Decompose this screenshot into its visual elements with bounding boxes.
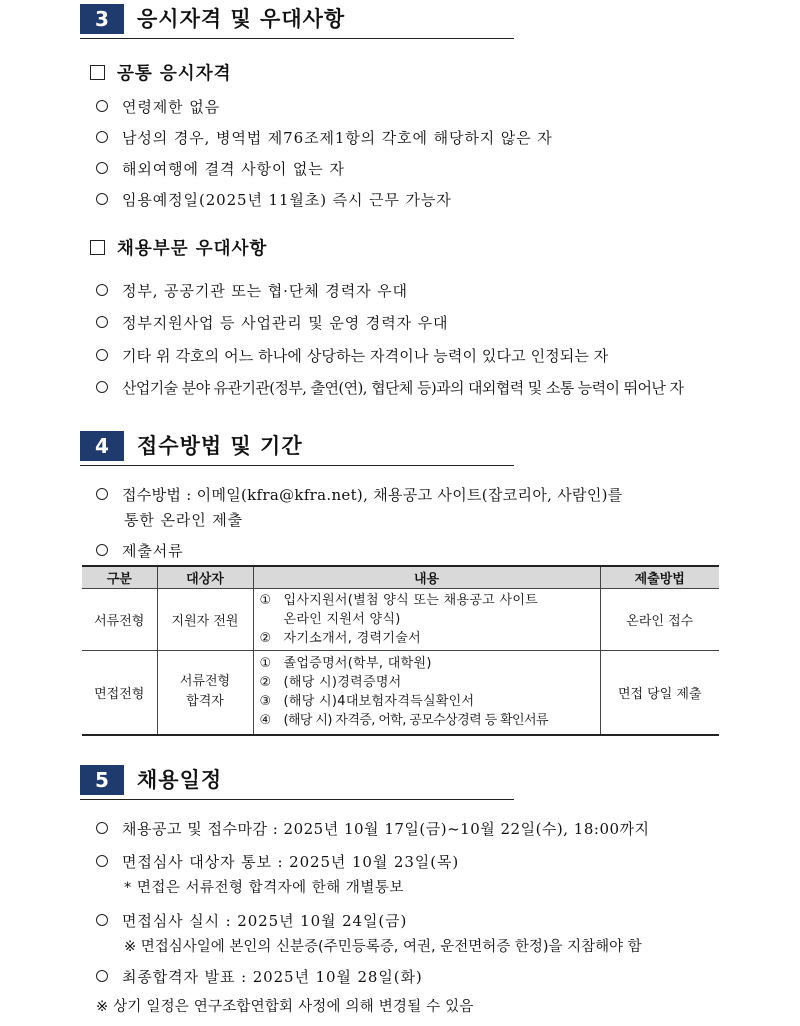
table-header-row	[82, 566, 719, 589]
column-header: 구분	[82, 566, 157, 589]
method-cell: 면접 당일 제출	[600, 651, 719, 735]
circle-bullet-icon	[96, 544, 108, 556]
section-3-header	[80, 4, 514, 39]
square-bullet-icon	[90, 65, 105, 80]
circle-bullet-icon	[96, 970, 108, 982]
section-5-header	[80, 765, 514, 800]
section-number-badge: 4	[80, 431, 124, 461]
category-cell: 면접전형	[82, 651, 157, 735]
list-item: 정부지원사업 등 사업관리 및 운영 경력자 우대	[96, 312, 448, 333]
circle-bullet-icon	[96, 349, 108, 361]
circle-bullet-icon	[96, 131, 108, 143]
circle-bullet-icon	[96, 488, 108, 500]
section-4-header	[80, 431, 514, 466]
circle-bullet-icon	[96, 822, 108, 834]
section-title: 접수방법 및 기간	[137, 434, 303, 458]
table-row	[82, 589, 719, 651]
column-header: 내용	[253, 566, 600, 589]
list-item: 최종합격자 발표 : 2025년 10월 28일(화)	[96, 966, 423, 987]
target-cell: 서류전형 합격자	[157, 651, 253, 735]
circle-bullet-icon	[96, 284, 108, 296]
circle-bullet-icon	[96, 162, 108, 174]
preferred-heading: 채용부문 우대사항	[90, 235, 267, 260]
circle-bullet-icon	[96, 316, 108, 328]
documents-table	[82, 565, 719, 736]
target-cell: 지원자 전원	[157, 589, 253, 651]
square-bullet-icon	[90, 240, 105, 255]
category-cell: 서류전형	[82, 589, 157, 651]
common-qualification-heading: 공통 응시자격	[90, 60, 232, 85]
list-item: 채용공고 및 접수마감 : 2025년 10월 17일(금)~10월 22일(수), 18:00까지	[96, 818, 650, 839]
list-item: 면접심사 대상자 통보 : 2025년 10월 23일(목)	[96, 851, 459, 872]
schedule-change-note: ※ 상기 일정은 연구조합연합회 사정에 의해 변경될 수 있음	[96, 999, 474, 1015]
circle-bullet-icon	[96, 855, 108, 867]
list-item: 해외여행에 결격 사항이 없는 자	[96, 158, 345, 179]
note-text: * 면접은 서류전형 합격자에 한해 개별통보	[124, 880, 404, 896]
section-number-badge: 5	[80, 765, 124, 795]
list-item-continuation: 통한 온라인 제출	[124, 511, 244, 529]
list-item: 임용예정일(2025년 11월초) 즉시 근무 가능자	[96, 189, 452, 210]
circle-bullet-icon	[96, 100, 108, 112]
method-cell: 온라인 접수	[600, 589, 719, 651]
circle-bullet-icon	[96, 914, 108, 926]
note-text: ※ 면접심사일에 본인의 신분증(주민등록증, 여권, 운전면허증 한정)을 지참해야 함	[124, 939, 642, 955]
list-item: 정부, 공공기관 또는 협·단체 경력자 우대	[96, 280, 408, 301]
column-header: 제출방법	[600, 566, 719, 589]
table-row	[82, 651, 719, 735]
list-item: 제출서류	[96, 540, 184, 561]
list-item: 기타 위 각호의 어느 하나에 상당하는 자격이나 능력이 있다고 인정되는 자	[96, 345, 608, 366]
circle-bullet-icon	[96, 381, 108, 393]
list-item: 면접심사 실시 : 2025년 10월 24일(금)	[96, 910, 407, 931]
list-item: 산업기술 분야 유관기관(정부, 출연(연), 협단체 등)과의 대외협력 및 소통 능력이 뛰어난 자	[96, 377, 683, 398]
circle-bullet-icon	[96, 193, 108, 205]
section-title: 채용일정	[137, 768, 223, 792]
content-cell: ① 입사지원서(별첨 양식 또는 채용공고 사이트 온라인 지원서 양식) ② 자기소개서, 경력기술서	[253, 589, 600, 651]
section-number-badge: 3	[80, 4, 124, 34]
section-title: 응시자격 및 우대사항	[137, 7, 346, 31]
list-item: 남성의 경우, 병역법 제76조제1항의 각호에 해당하지 않은 자	[96, 127, 553, 148]
list-item: 연령제한 없음	[96, 96, 220, 117]
column-header: 대상자	[157, 566, 253, 589]
list-item: 접수방법 : 이메일(kfra@kfra.net), 채용공고 사이트(잡코리아, 사람인)를	[96, 484, 623, 505]
content-cell: ① 졸업증명서(학부, 대학원) ② (해당 시)경력증명서 ③ (해당 시)4대보험자격득실확인서 ④ (해당 시) 자격증, 어학, 공모수상경력 등 확인서류	[253, 651, 600, 735]
